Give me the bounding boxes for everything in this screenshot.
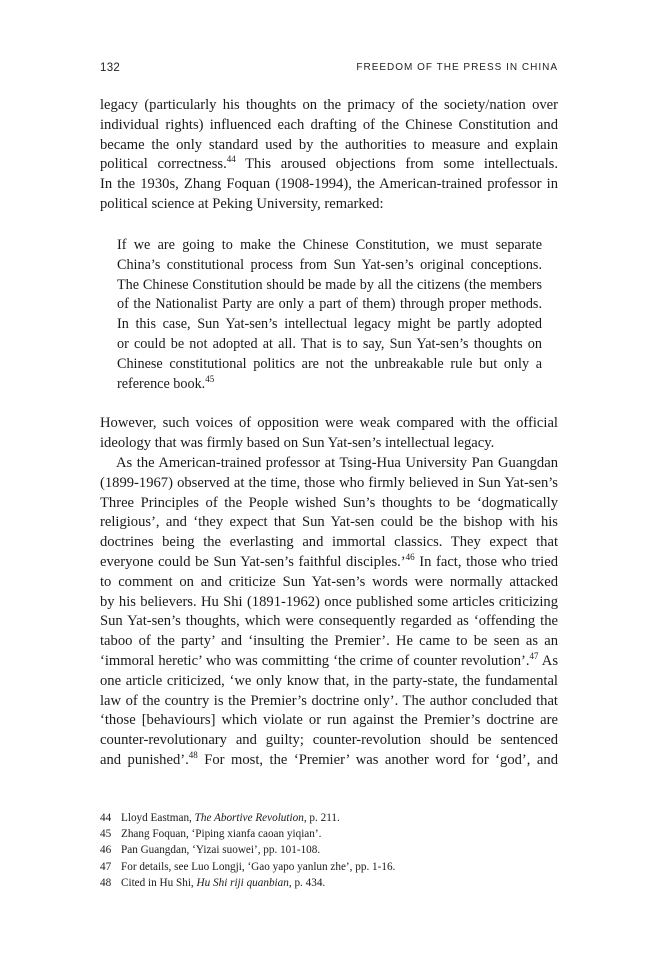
footnote-ref: 47 xyxy=(529,650,539,661)
text-line: Sun Yat-sen’s thoughts, which were consequently regarded as ‘offending the xyxy=(100,613,558,630)
text-run: In fact, those who tried xyxy=(414,553,558,570)
text-line xyxy=(100,751,558,771)
text-line: taboo of the party’ and ‘insulting the Premier’. He came to be seen as an xyxy=(100,633,558,650)
paragraph-opposition xyxy=(100,414,558,454)
footnote-number: 45 xyxy=(100,828,112,841)
footnote xyxy=(100,875,558,891)
quote-line xyxy=(117,375,542,395)
text-run: reference book. xyxy=(117,375,206,392)
quote-line: If we are going to make the Chinese Constitution, we must separate xyxy=(117,237,542,253)
text-line: As the American-trained professor at Tsing-Hua University Pan Guangdan xyxy=(116,455,558,471)
footnote-number: 48 xyxy=(100,876,112,889)
footnote-text: Lloyd Eastman, xyxy=(121,812,195,824)
paragraph-pan-guangdan xyxy=(100,454,558,771)
footnote-title: Hu Shi riji quanbian xyxy=(196,876,289,889)
footnote-ref: 45 xyxy=(205,373,215,384)
text-line: individual rights) influenced each drafting of the Chinese Constitution and xyxy=(100,116,558,133)
footnote xyxy=(100,810,558,826)
footnote-text: , p. 211. xyxy=(303,812,340,824)
footnote xyxy=(100,826,558,842)
text-line: In the 1930s, Zhang Foquan (1908-1994), the American-trained professor in xyxy=(100,176,558,193)
footnote-text: Pan Guangdan, ‘Yizai suowei’, pp. 101-108. xyxy=(121,844,321,857)
text-run: political correctness. xyxy=(100,156,227,173)
text-line: political science at Peking University, remarked: xyxy=(100,195,384,212)
quote-line: or could be not adopted at all. That is to say, Sun Yat-sen’s thoughts on xyxy=(117,335,542,352)
block-quote xyxy=(117,236,542,394)
footnote-number: 44 xyxy=(100,812,112,824)
page-header xyxy=(100,62,558,78)
footnote-text: For details, see Luo Longji, ‘Gao yapo yanlun zhe’, pp. 1-16. xyxy=(121,860,396,873)
footnote-text: , p. 434. xyxy=(288,876,326,889)
text-line: counter-revolutionary and guilty; counter-revolution should be sentenced xyxy=(100,732,558,749)
text-run: This aroused objections from some intellectuals. xyxy=(235,156,558,173)
page-number: 132 xyxy=(100,62,121,74)
text-run: ‘immoral heretic’ who was committing ‘the crime of counter revolution’. xyxy=(100,652,530,669)
quote-line: of the Nationalist Party are only a part of them) through proper methods. xyxy=(117,296,542,313)
footnote-ref: 44 xyxy=(226,154,236,165)
quote-line: In this case, Sun Yat-sen’s intellectual legacy might be partly adopted xyxy=(117,316,542,333)
text-line: Three Principles of the People wished Sun’s thoughts to be ‘dogmatically xyxy=(100,494,558,511)
text-line: ‘those [behaviours] which violate or run against the Premier’s doctrine are xyxy=(100,712,558,729)
text-line: ideology that was firmly based on Sun Yat-sen’s intellectual legacy. xyxy=(100,434,495,451)
text-line xyxy=(100,155,558,175)
footnote xyxy=(100,842,558,858)
text-line: to comment on and criticize Sun Yat-sen’s words were normally attacked xyxy=(100,573,558,590)
text-line xyxy=(100,652,558,672)
footnote-text: Cited in Hu Shi, xyxy=(121,876,197,889)
footnote-title: The Abortive Revolution xyxy=(194,812,304,824)
footnote-number: 46 xyxy=(100,844,112,857)
text-line: religious’, and ‘they expect that Sun Yat-sen could be the bishop with his xyxy=(100,514,558,531)
text-run: As xyxy=(538,652,558,669)
quote-line: Chinese constitutional politics are not the unbreakable rule but only a xyxy=(117,355,542,372)
text-run: everyone could be Sun Yat-sen’s faithful disciples.’ xyxy=(100,553,406,570)
quote-line: The Chinese Constitution should be made by all the citizens (the members xyxy=(117,276,542,293)
footnote xyxy=(100,859,558,875)
quote-line: China’s constitutional process from Sun Yat-sen’s original conceptions. xyxy=(117,256,542,273)
footnote-text: Zhang Foquan, ‘Piping xianfa caoan yiqian’. xyxy=(121,828,322,841)
text-line: by his believers. Hu Shi (1891-1962) once published some articles criticizing xyxy=(100,593,558,610)
text-line: (1899-1967) observed at the time, those who firmly believed in Sun Yat-sen’s xyxy=(100,474,558,491)
text-run: and punished’. xyxy=(100,751,189,768)
paragraph-intro xyxy=(100,96,558,215)
text-line: However, such voices of opposition were weak compared with the official xyxy=(100,415,558,431)
text-run: For most, the ‘Premier’ was another word for ‘god’, and xyxy=(197,751,558,768)
footnote-number: 47 xyxy=(100,860,112,873)
running-head: FREEDOM OF THE PRESS IN CHINA xyxy=(356,62,558,73)
text-line: doctrines being the everlasting and immortal classics. They expect that xyxy=(100,534,558,551)
text-line: became the only standard used by the authorities to measure and explain xyxy=(100,136,558,153)
text-line: legacy (particularly his thoughts on the primacy of the society/nation over xyxy=(100,97,558,113)
footnote-ref: 48 xyxy=(188,749,198,760)
text-line: one article criticized, ‘we only know that, in the party-state, the fundamental xyxy=(100,672,558,689)
footnote-ref: 46 xyxy=(405,551,415,562)
text-line: law of the country is the Premier’s doctrine only’. The author concluded that xyxy=(100,692,558,709)
footnotes xyxy=(100,810,558,891)
text-line xyxy=(100,553,558,573)
